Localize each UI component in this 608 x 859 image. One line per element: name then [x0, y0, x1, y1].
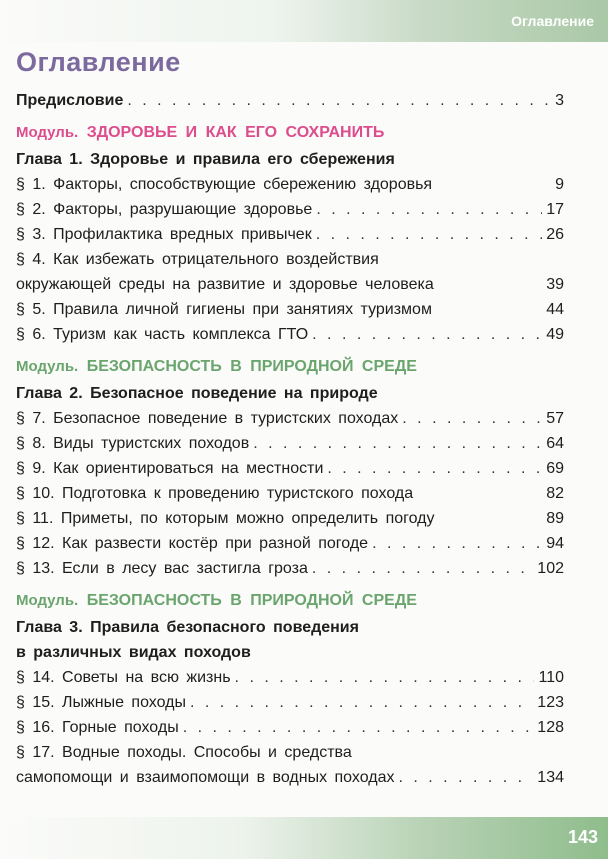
module-title: БЕЗОПАСНОСТЬ В ПРИРОДНОЙ СРЕДЕ [86, 592, 417, 609]
entry-label: § 6. Туризм как часть комплекса ГТО [16, 326, 309, 343]
dot-leader [312, 322, 542, 347]
entry-page: 69 [546, 460, 564, 477]
toc-entry-10[interactable] [16, 481, 564, 506]
toc-entry-1[interactable] [16, 172, 564, 197]
toc-entry-8[interactable] [16, 431, 564, 456]
chapter-heading-2: Глава 2. Безопасное поведение на природе [16, 385, 378, 402]
toc-entry-3[interactable] [16, 222, 564, 247]
entry-page: 82 [546, 485, 564, 502]
entry-label: Предисловие [16, 92, 124, 109]
entry-label: § 11. Приметы, по которым можно определить погоду [16, 510, 435, 527]
toc-entry-12[interactable] [16, 531, 564, 556]
module-prefix: Модуль. [16, 124, 79, 141]
header-band [0, 0, 608, 42]
entry-page: 9 [555, 176, 564, 193]
entry-page: 102 [537, 560, 564, 577]
entry-page: 94 [546, 535, 564, 552]
entry-label: § 7. Безопасное поведение в туристских походах [16, 410, 399, 427]
entry-label: § 14. Советы на всю жизнь [16, 669, 231, 686]
entry-page: 128 [537, 719, 564, 736]
entry-label: § 15. Лыжные походы [16, 694, 186, 711]
toc-entry-17[interactable] [16, 765, 564, 790]
chapter-heading-3-line2: в различных видах походов [16, 644, 251, 661]
toc-entry-6[interactable] [16, 322, 564, 347]
module-prefix: Модуль. [16, 592, 79, 609]
toc-entry-preface[interactable] [16, 88, 564, 113]
chapter-heading-3-line1: Глава 3. Правила безопасного поведения [16, 619, 359, 636]
dot-leader [372, 531, 542, 556]
module-heading-1 [16, 119, 564, 147]
dot-leader [127, 88, 551, 113]
entry-page: 64 [546, 435, 564, 452]
module-title: БЕЗОПАСНОСТЬ В ПРИРОДНОЙ СРЕДЕ [86, 358, 417, 375]
entry-page: 39 [546, 276, 564, 293]
page-title: Оглавление [16, 47, 181, 77]
toc-entry-11[interactable] [16, 506, 564, 531]
entry-page: 123 [537, 694, 564, 711]
toc-entry-17-line1[interactable]: § 17. Водные походы. Способы и средства [16, 744, 352, 761]
entry-page: 49 [546, 326, 564, 343]
toc-entry-4[interactable] [16, 272, 564, 297]
entry-page: 3 [555, 92, 564, 109]
entry-label: § 10. Подготовка к проведению туристского похода [16, 485, 414, 502]
dot-leader [190, 690, 533, 715]
module-prefix: Модуль. [16, 358, 79, 375]
footer-band [0, 817, 608, 859]
entry-page: 89 [546, 510, 564, 527]
module-heading-2 [16, 353, 564, 381]
dot-leader [316, 197, 542, 222]
dot-leader [316, 222, 543, 247]
entry-label: § 8. Виды туристских походов [16, 435, 250, 452]
toc-entry-14[interactable] [16, 665, 564, 690]
entry-page: 44 [546, 301, 564, 318]
dot-leader [235, 665, 535, 690]
entry-page: 110 [538, 669, 564, 686]
table-of-contents [16, 88, 564, 790]
module-title: ЗДОРОВЬЕ И КАК ЕГО СОХРАНИТЬ [86, 124, 385, 141]
entry-label: § 5. Правила личной гигиены при занятиях туризмом [16, 301, 432, 318]
running-header: Оглавление [511, 13, 594, 29]
entry-label: § 13. Если в лесу вас застигла гроза [16, 560, 308, 577]
entry-label: § 3. Профилактика вредных привычек [16, 226, 312, 243]
toc-entry-2[interactable] [16, 197, 564, 222]
toc-entry-15[interactable] [16, 690, 564, 715]
entry-label: § 9. Как ориентироваться на местности [16, 460, 324, 477]
entry-label: § 2. Факторы, разрушающие здоровье [16, 201, 313, 218]
dot-leader [183, 715, 534, 740]
page-number: 143 [567, 827, 598, 847]
entry-page: 57 [546, 410, 564, 427]
entry-label: § 12. Как развести костёр при разной погоде [16, 535, 369, 552]
module-heading-3 [16, 587, 564, 615]
entry-page: 134 [537, 769, 564, 786]
entry-label: § 1. Факторы, способствующие сбережению здоровья [16, 176, 433, 193]
toc-entry-16[interactable] [16, 715, 564, 740]
toc-entry-7[interactable] [16, 406, 564, 431]
dot-leader [327, 456, 542, 481]
toc-entry-4-line1[interactable]: § 4. Как избежать отрицательного воздействия [16, 251, 379, 268]
entry-label: окружающей среды на развитие и здоровье человека [16, 276, 434, 293]
toc-entry-9[interactable] [16, 456, 564, 481]
dot-leader [312, 556, 533, 581]
dot-leader [253, 431, 542, 456]
chapter-heading-1: Глава 1. Здоровье и правила его сбережения [16, 151, 395, 168]
toc-entry-13[interactable] [16, 556, 564, 581]
entry-page: 17 [546, 201, 564, 218]
toc-entry-5[interactable] [16, 297, 564, 322]
entry-label: самопомощи и взаимопомощи в водных походах [16, 769, 395, 786]
entry-label: § 16. Горные походы [16, 719, 179, 736]
dot-leader [402, 406, 542, 431]
dot-leader [399, 765, 534, 790]
entry-page: 26 [546, 226, 564, 243]
